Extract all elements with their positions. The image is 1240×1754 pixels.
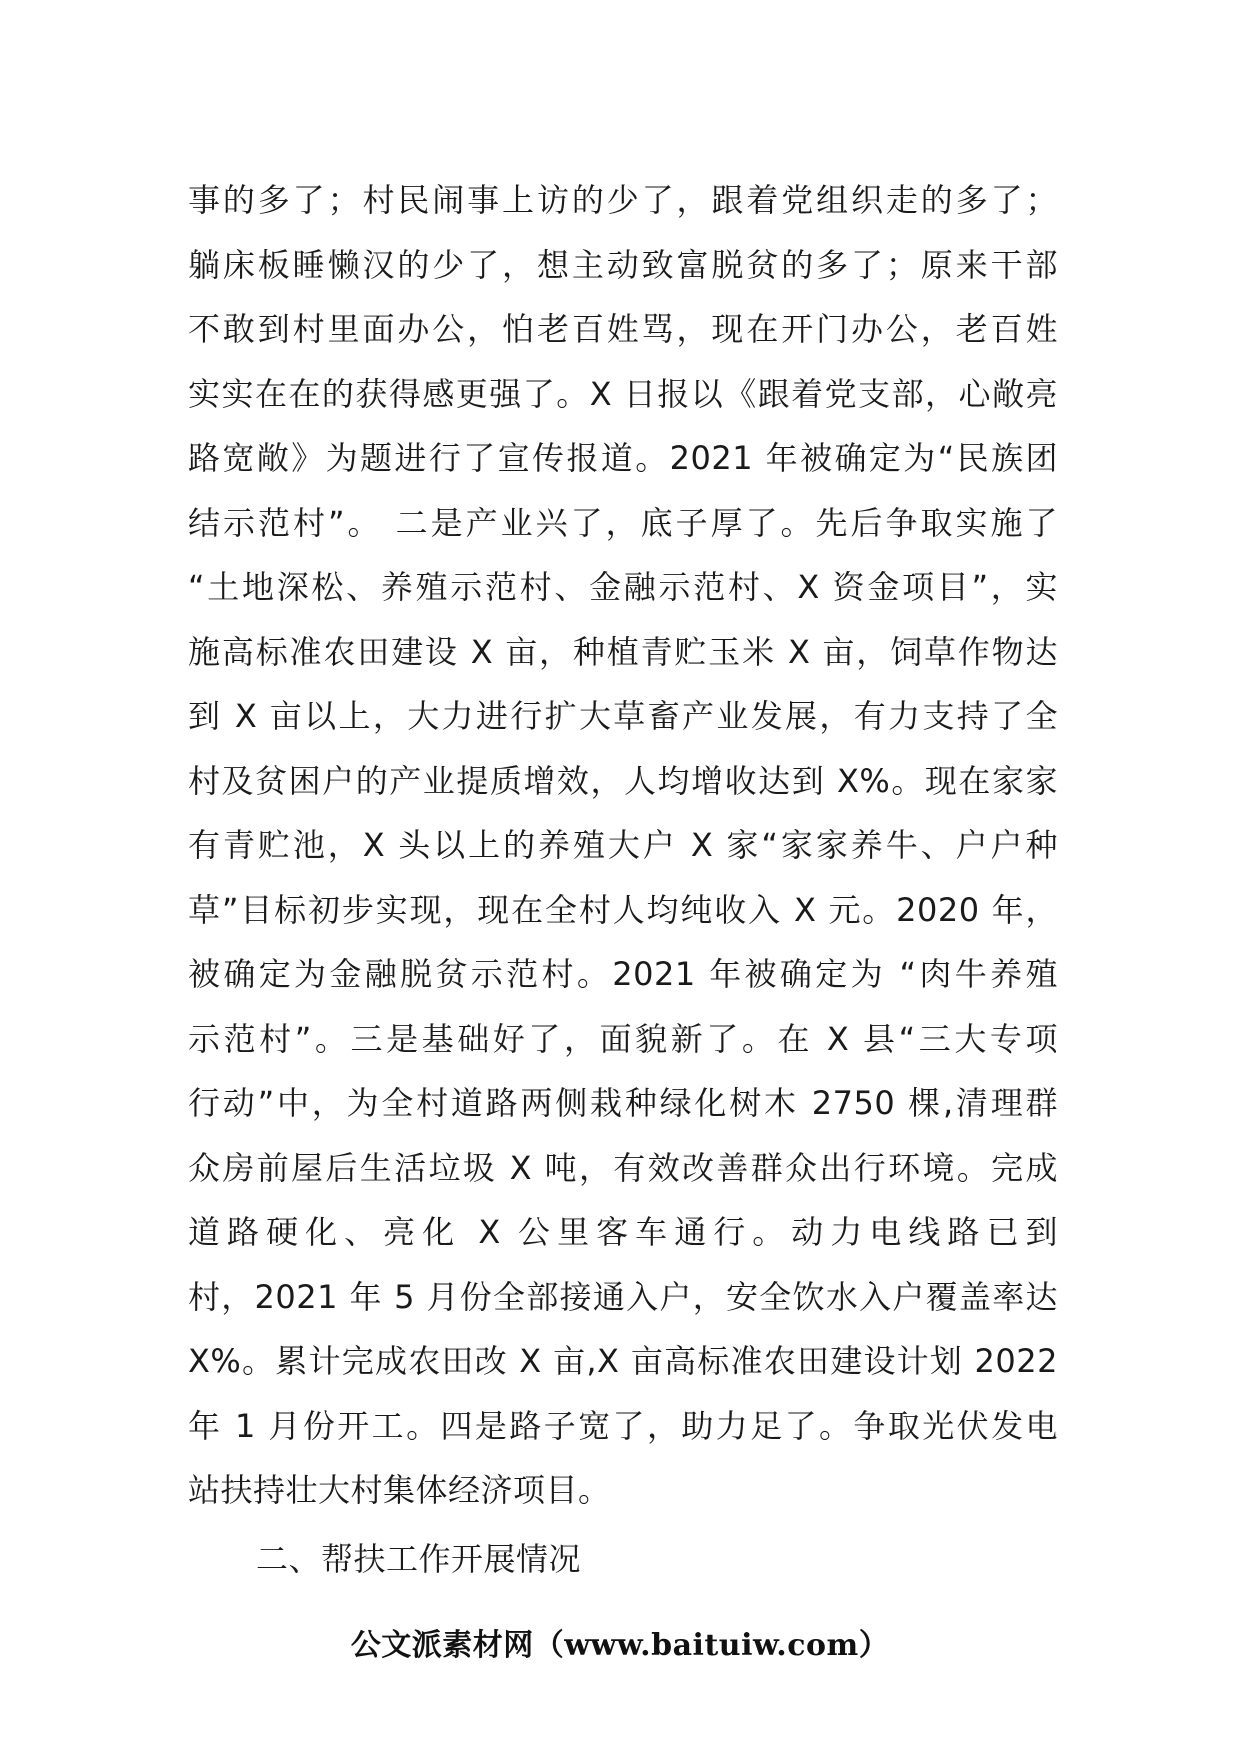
text-line: 行动”中，为全村道路两侧栽种绿化树木 2750 棵,清理群 bbox=[188, 1084, 1058, 1122]
text-line: 路宽敞》为题进行了宣传报道。2021 年被确定为“民族团 bbox=[188, 439, 1058, 477]
footer-watermark: 公文派素材网（www.baituiw.com） bbox=[350, 1628, 890, 1663]
text-line: 施高标准农田建设 X 亩，种植青贮玉米 X 亩，饲草作物达 bbox=[188, 632, 1058, 671]
text-line: X%。累计完成农田改 X 亩,X 亩高标准农田建设计划 2022 bbox=[188, 1342, 1058, 1380]
text-line: 结示范村”。 二是产业兴了，底子厚了。先后争取实施了 bbox=[188, 503, 1058, 542]
text-line: 躺床板睡懒汉的少了，想主动致富脱贫的多了；原来干部 bbox=[188, 245, 1058, 284]
text-line: 不敢到村里面办公，怕老百姓骂，现在开门办公，老百姓 bbox=[188, 310, 1058, 348]
section-heading: 二、帮扶工作开展情况 bbox=[256, 1539, 582, 1578]
text-line: “土地深松、养殖示范村、金融示范村、X 资金项目”，实 bbox=[188, 568, 1058, 606]
text-line: 事的多了；村民闹事上访的少了，跟着党组织走的多了； bbox=[188, 181, 1058, 219]
text-line: 被确定为金融脱贫示范村。2021 年被确定为 “肉牛养殖 bbox=[188, 955, 1058, 993]
text-line: 有青贮池，X 头以上的养殖大户 X 家“家家养牛、户户种 bbox=[188, 826, 1058, 864]
text-line: 道路硬化、亮化 X 公里客车通行。动力电线路已到 bbox=[188, 1213, 1058, 1251]
text-line: 年 1 月份开工。四是路子宽了，助力足了。争取光伏发电 bbox=[188, 1406, 1058, 1445]
text-line-last: 站扶持壮大村集体经济项目。 bbox=[188, 1471, 611, 1509]
text-line: 村及贫困户的产业提质增效，人均增收达到 X%。现在家家 bbox=[188, 761, 1058, 800]
text-line: 实实在在的获得感更强了。X 日报以《跟着党支部，心敞亮 bbox=[188, 374, 1058, 413]
text-line: 众房前屋后生活垃圾 X 吨，有效改善群众出行环境。完成 bbox=[188, 1148, 1058, 1187]
text-line: 草”目标初步实现，现在全村人均纯收入 X 元。2020 年， bbox=[188, 890, 1058, 929]
text-line: 示范村”。三是基础好了，面貌新了。在 X 县“三大专项 bbox=[188, 1019, 1058, 1058]
text-line: 村，2021 年 5 月份全部接通入户，安全饮水入户覆盖率达 bbox=[188, 1277, 1058, 1316]
text-line: 到 X 亩以上，大力进行扩大草畜产业发展，有力支持了全 bbox=[188, 697, 1058, 735]
body-text bbox=[188, 168, 1058, 1591]
